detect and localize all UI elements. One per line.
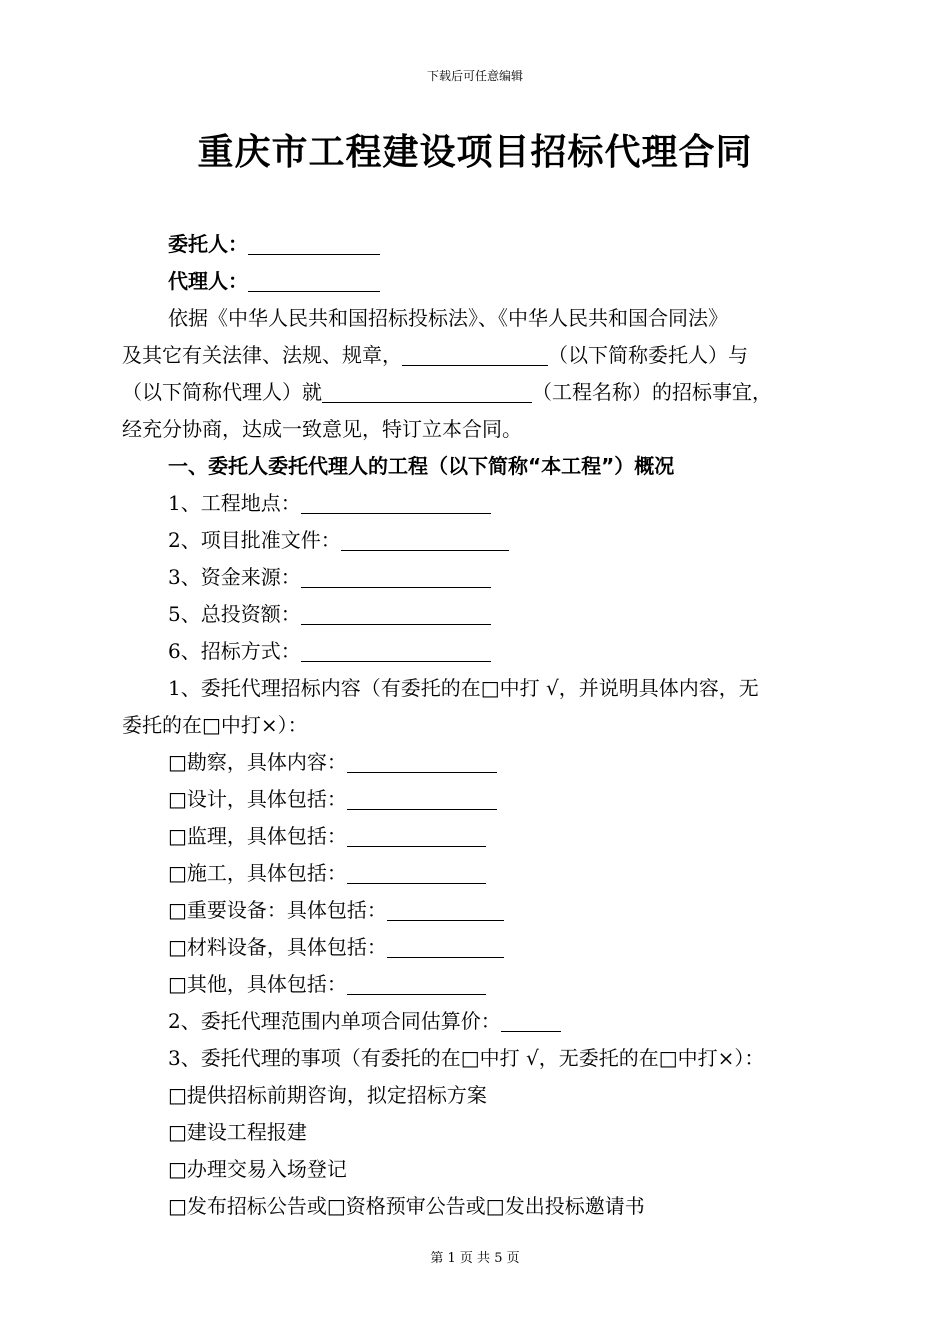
estimate-blank	[501, 1009, 561, 1032]
matter-item: □办理交易入场登记	[168, 1157, 347, 1181]
matter-item: □发布招标公告或□资格预审公告或□发出投标邀请书	[168, 1194, 645, 1218]
overview-blank	[301, 491, 491, 514]
overview-blank	[301, 565, 491, 588]
content-blank	[347, 972, 486, 995]
content-item: □监理，具体包括：	[122, 818, 832, 855]
overview-item: 3、资金来源：	[122, 559, 832, 596]
overview-blank	[301, 602, 491, 625]
content-blank	[347, 824, 486, 847]
agent-line	[122, 263, 832, 300]
client-blank	[248, 232, 380, 255]
intro-line-2: 及其它有关法律、法规、规章， （以下简称委托人）与	[122, 343, 748, 367]
document-title: 重庆市工程建设项目招标代理合同	[197, 132, 753, 173]
content-blank	[347, 787, 497, 810]
page-header: 下载后可任意编辑	[426, 69, 523, 83]
agent-label: 代理人：	[168, 269, 248, 293]
page-footer: 第 1 页 共 5 页	[430, 1251, 520, 1266]
content-blank	[387, 935, 504, 958]
overview-blank	[341, 528, 509, 551]
agent-blank	[248, 269, 380, 292]
content-item: □其他，具体包括：	[122, 966, 832, 1003]
project-name-blank	[322, 380, 532, 403]
content-blank	[387, 898, 504, 921]
document-body	[122, 226, 832, 1225]
overview-item: 5、总投资额：	[122, 596, 832, 633]
content-blank	[347, 861, 486, 884]
intro-line-1: 依据《中华人民共和国招标投标法》、《中华人民共和国合同法》	[168, 306, 728, 330]
intro-line-4: 经充分协商，达成一致意见，特订立本合同。	[122, 417, 522, 441]
content-blank	[347, 750, 497, 773]
matter-item: □提供招标前期咨询，拟定招标方案	[168, 1083, 487, 1107]
content-intro-line-1: 1、委托代理招标内容（有委托的在□中打 √，并说明具体内容，无	[168, 676, 759, 700]
client-line	[122, 226, 832, 263]
client-name-blank	[402, 343, 548, 366]
matter-item: □建设工程报建	[168, 1120, 307, 1144]
overview-item: 2、项目批准文件：	[122, 522, 832, 559]
overview-item: 6、招标方式：	[122, 633, 832, 670]
content-intro-line-2: 委托的在□中打×）：	[122, 713, 308, 737]
overview-item: 1、工程地点：	[122, 485, 832, 522]
scope-estimate: 2、委托代理范围内单项合同估算价：	[122, 1003, 832, 1040]
section-1-heading: 一、委托人委托代理人的工程（以下简称“本工程”）概况	[168, 454, 675, 478]
content-item: □设计，具体包括：	[122, 781, 832, 818]
matters-intro: 3、委托代理的事项（有委托的在□中打 √，无委托的在□中打×）：	[168, 1046, 765, 1070]
content-item: □施工，具体包括：	[122, 855, 832, 892]
content-item: □重要设备：具体包括：	[122, 892, 832, 929]
client-label: 委托人：	[168, 232, 248, 256]
content-item: □材料设备，具体包括：	[122, 929, 832, 966]
overview-blank	[301, 639, 491, 662]
content-item: □勘察，具体内容：	[122, 744, 832, 781]
intro-line-3: （以下简称代理人）就 （工程名称）的招标事宜，	[122, 380, 772, 404]
